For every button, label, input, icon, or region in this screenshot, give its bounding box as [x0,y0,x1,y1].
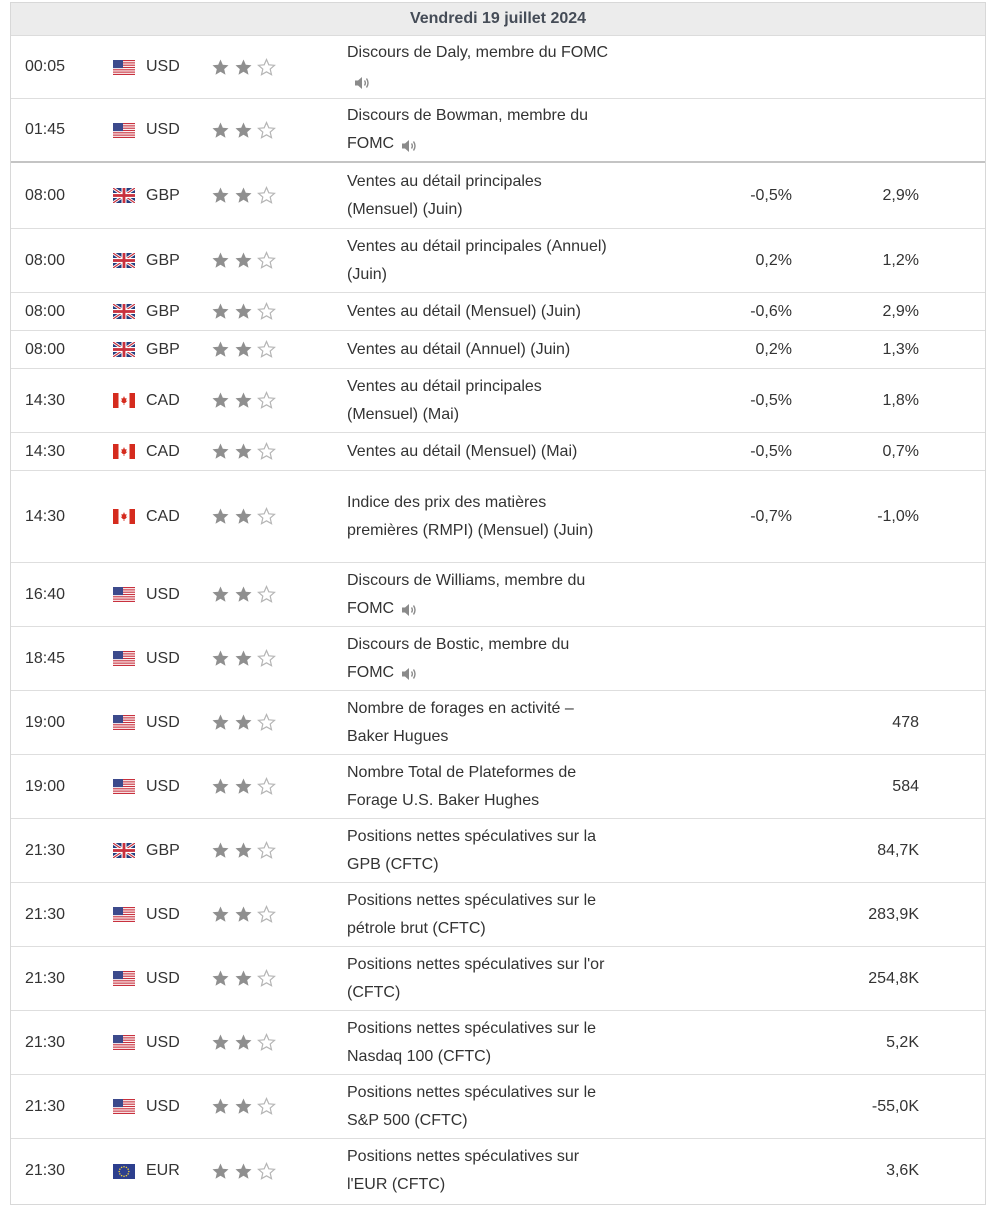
ca-flag-icon [113,444,135,459]
event-label: Discours de Bostic, membre du FOMC [347,635,570,681]
previous-value: 584 [892,777,919,795]
star-empty-icon [257,251,276,270]
event-time: 21:30 [25,1162,66,1179]
event-name[interactable] [347,1075,617,1139]
event-name[interactable] [347,332,617,368]
event-name[interactable] [347,1139,617,1203]
importance-rating [211,841,347,860]
currency-cell [113,121,211,139]
importance-rating [211,777,347,796]
importance-rating [211,186,347,205]
event-label: Nombre Total de Plateformes de Forage U.S. Baker Hughes [347,763,577,809]
star-filled-icon [234,121,253,140]
importance-rating [211,1162,347,1181]
event-row[interactable] [11,163,985,229]
us-flag-icon [113,123,135,138]
event-label: Ventes au détail (Annuel) (Juin) [347,340,571,358]
star-filled-icon [211,391,230,410]
speaker-icon [400,136,418,152]
currency-cell [113,1098,211,1116]
us-flag-icon [113,1099,135,1114]
star-filled-icon [211,841,230,860]
event-label: Ventes au détail principales (Annuel) (Juin) [347,237,607,283]
currency-code: USD [146,777,180,795]
us-flag-icon [113,587,135,602]
star-empty-icon [257,969,276,988]
event-name[interactable] [347,947,617,1011]
gb-flag-icon [113,304,135,319]
us-flag-icon [113,715,135,730]
event-time: 21:30 [25,1097,66,1115]
event-list [11,36,985,1203]
currency-cell [113,970,211,988]
star-filled-icon [211,58,230,77]
event-row[interactable] [11,471,985,563]
importance-rating [211,251,347,270]
event-time: 21:30 [25,905,66,923]
event-label: Discours de Daly, membre du FOMC [347,44,609,61]
ca-flag-icon [113,509,135,524]
currency-code: USD [146,969,180,987]
event-time: 19:00 [25,713,66,731]
event-row[interactable] [11,819,985,883]
event-time: 08:00 [25,302,66,320]
star-filled-icon [211,905,230,924]
forecast-value: -0,5% [750,391,792,409]
currency-cell [113,1034,211,1052]
currency-code: CAD [146,442,180,460]
previous-value: 254,8K [868,969,919,987]
currency-cell [113,842,211,860]
event-name[interactable] [347,229,617,293]
event-name[interactable] [347,755,617,819]
eu-flag-icon [113,1164,135,1179]
event-name[interactable] [347,35,617,99]
star-filled-icon [234,585,253,604]
previous-value: 1,2% [882,251,919,269]
event-name[interactable] [347,434,617,470]
event-row[interactable] [11,99,985,163]
currency-code: USD [146,121,180,138]
event-name[interactable] [347,369,617,433]
star-filled-icon [234,442,253,461]
star-filled-icon [234,713,253,732]
event-label: Ventes au détail principales (Mensuel) (Juin) [347,172,542,218]
star-filled-icon [211,507,230,526]
event-time: 14:30 [25,507,66,525]
previous-value: -1,0% [877,507,919,525]
star-empty-icon [257,507,276,526]
event-row[interactable] [11,331,985,369]
star-filled-icon [211,585,230,604]
star-empty-icon [257,905,276,924]
star-filled-icon [234,841,253,860]
event-name[interactable] [347,164,617,228]
star-empty-icon [257,1097,276,1116]
importance-rating [211,121,347,140]
previous-value: 3,6K [886,1162,919,1179]
star-filled-icon [211,340,230,359]
star-filled-icon [234,58,253,77]
event-label: Nombre de forages en activité – Baker Hugues [347,699,574,745]
event-row[interactable] [11,627,985,691]
event-name[interactable] [347,627,617,691]
event-label: Ventes au détail (Mensuel) (Mai) [347,442,578,460]
star-empty-icon [257,340,276,359]
forecast-value: 0,2% [755,251,792,269]
currency-cell [113,778,211,796]
currency-code: GBP [146,841,180,859]
event-time: 14:30 [25,442,66,460]
us-flag-icon [113,60,135,75]
previous-value: 283,9K [868,905,919,923]
currency-code: USD [146,58,180,75]
star-filled-icon [211,186,230,205]
star-filled-icon [234,777,253,796]
currency-cell [113,303,211,321]
previous-value: -55,0K [871,1097,919,1115]
event-name[interactable] [347,294,617,330]
currency-code: GBP [146,186,180,204]
forecast-value: -0,5% [750,186,792,204]
event-label: Positions nettes spéculatives sur le pétrole brut (CFTC) [347,891,597,937]
currency-code: GBP [146,251,180,269]
event-time: 14:30 [25,391,66,409]
star-empty-icon [257,1162,276,1181]
star-filled-icon [211,649,230,668]
currency-cell [113,650,211,668]
star-filled-icon [211,442,230,461]
currency-code: USD [146,649,180,667]
forecast-value: -0,5% [750,442,792,460]
us-flag-icon [113,779,135,794]
event-label: Discours de Bowman, membre du FOMC [347,107,588,152]
star-empty-icon [257,713,276,732]
star-filled-icon [234,1097,253,1116]
event-time: 16:40 [25,585,66,603]
star-empty-icon [257,442,276,461]
event-time: 08:00 [25,340,66,358]
star-filled-icon [211,969,230,988]
event-row[interactable] [11,1011,985,1075]
event-time: 00:05 [25,58,66,75]
previous-value: 2,9% [882,186,919,204]
importance-rating [211,391,347,410]
event-row[interactable] [11,947,985,1011]
star-filled-icon [211,302,230,321]
us-flag-icon [113,651,135,666]
currency-cell [113,392,211,410]
economic-calendar [10,2,986,1205]
star-filled-icon [211,1162,230,1181]
currency-code: USD [146,1033,180,1051]
forecast-value: -0,6% [750,302,792,320]
forecast-value: 0,2% [755,340,792,358]
currency-code: EUR [146,1162,180,1179]
event-label: Discours de Williams, membre du FOMC [347,571,586,617]
star-empty-icon [257,186,276,205]
star-filled-icon [234,302,253,321]
ca-flag-icon [113,393,135,408]
currency-code: CAD [146,507,180,525]
star-empty-icon [257,1033,276,1052]
star-filled-icon [234,391,253,410]
event-time: 21:30 [25,1033,66,1051]
event-name[interactable] [347,691,617,755]
currency-cell [113,341,211,359]
previous-value: 2,9% [882,302,919,320]
event-time: 19:00 [25,777,66,795]
event-row[interactable] [11,691,985,755]
star-empty-icon [257,58,276,77]
star-filled-icon [211,251,230,270]
event-name[interactable] [347,485,617,549]
star-filled-icon [211,713,230,732]
speaker-icon [400,664,418,680]
event-row[interactable] [11,293,985,331]
gb-flag-icon [113,188,135,203]
previous-value: 478 [892,713,919,731]
star-empty-icon [257,391,276,410]
star-empty-icon [257,777,276,796]
currency-code: USD [146,585,180,603]
currency-cell [113,714,211,732]
star-filled-icon [234,1033,253,1052]
speaker-icon [353,73,371,89]
us-flag-icon [113,907,135,922]
importance-rating [211,58,347,77]
event-row[interactable] [11,229,985,293]
star-filled-icon [211,1097,230,1116]
event-label: Ventes au détail (Mensuel) (Juin) [347,302,581,320]
star-filled-icon [234,969,253,988]
currency-code: USD [146,713,180,731]
star-empty-icon [257,649,276,668]
us-flag-icon [113,971,135,986]
event-label: Indice des prix des matières premières (RMPI) (Mensuel) (Juin) [347,493,594,539]
currency-cell [113,508,211,526]
currency-cell [113,252,211,270]
importance-rating [211,1097,347,1116]
event-time: 18:45 [25,649,66,667]
currency-code: CAD [146,391,180,409]
importance-rating [211,1033,347,1052]
previous-value: 1,3% [882,340,919,358]
importance-rating [211,649,347,668]
event-row[interactable] [11,433,985,471]
event-name[interactable] [347,98,617,162]
currency-cell [113,586,211,604]
currency-cell [113,187,211,205]
event-label: Positions nettes spéculatives sur la GPB (CFTC) [347,827,597,873]
star-filled-icon [234,186,253,205]
currency-code: GBP [146,302,180,320]
star-empty-icon [257,121,276,140]
event-row[interactable] [11,36,985,99]
event-label: Positions nettes spéculatives sur le Nasdaq 100 (CFTC) [347,1019,597,1065]
event-label: Positions nettes spéculatives sur l'EUR (CFTC) [347,1148,580,1193]
currency-cell [113,1162,211,1180]
previous-value: 84,7K [877,841,919,859]
event-row[interactable] [11,563,985,627]
currency-cell [113,906,211,924]
gb-flag-icon [113,342,135,357]
event-name[interactable] [347,1011,617,1075]
event-label: Positions nettes spéculatives sur le S&P 500 (CFTC) [347,1083,597,1129]
star-filled-icon [234,251,253,270]
event-row[interactable] [11,755,985,819]
previous-value: 1,8% [882,391,919,409]
importance-rating [211,905,347,924]
event-name[interactable] [347,819,617,883]
previous-value: 0,7% [882,442,919,460]
forecast-value: -0,7% [750,507,792,525]
gb-flag-icon [113,843,135,858]
star-filled-icon [211,121,230,140]
us-flag-icon [113,1035,135,1050]
star-filled-icon [234,649,253,668]
star-empty-icon [257,302,276,321]
star-filled-icon [234,340,253,359]
importance-rating [211,585,347,604]
star-filled-icon [234,905,253,924]
event-time: 01:45 [25,121,66,138]
currency-code: USD [146,1097,180,1115]
star-filled-icon [211,1033,230,1052]
event-time: 08:00 [25,186,66,204]
event-time: 21:30 [25,969,66,987]
currency-code: GBP [146,340,180,358]
speaker-icon [400,600,418,616]
star-filled-icon [234,507,253,526]
gb-flag-icon [113,253,135,268]
event-row[interactable] [11,1139,985,1203]
event-name[interactable] [347,563,617,627]
currency-cell [113,443,211,461]
importance-rating [211,442,347,461]
event-row[interactable] [11,1075,985,1139]
currency-code: USD [146,905,180,923]
importance-rating [211,713,347,732]
star-empty-icon [257,841,276,860]
star-filled-icon [234,1162,253,1181]
importance-rating [211,340,347,359]
star-filled-icon [211,777,230,796]
event-row[interactable] [11,369,985,433]
event-row[interactable] [11,883,985,947]
star-empty-icon [257,585,276,604]
event-label: Ventes au détail principales (Mensuel) (Mai) [347,377,542,423]
importance-rating [211,302,347,321]
importance-rating [211,969,347,988]
event-name[interactable] [347,883,617,947]
event-time: 08:00 [25,251,66,269]
importance-rating [211,507,347,526]
previous-value: 5,2K [886,1033,919,1051]
event-time: 21:30 [25,841,66,859]
currency-cell [113,58,211,76]
event-label: Positions nettes spéculatives sur l'or (CFTC) [347,955,605,1001]
date-header: Vendredi 19 juillet 2024 [11,3,985,36]
